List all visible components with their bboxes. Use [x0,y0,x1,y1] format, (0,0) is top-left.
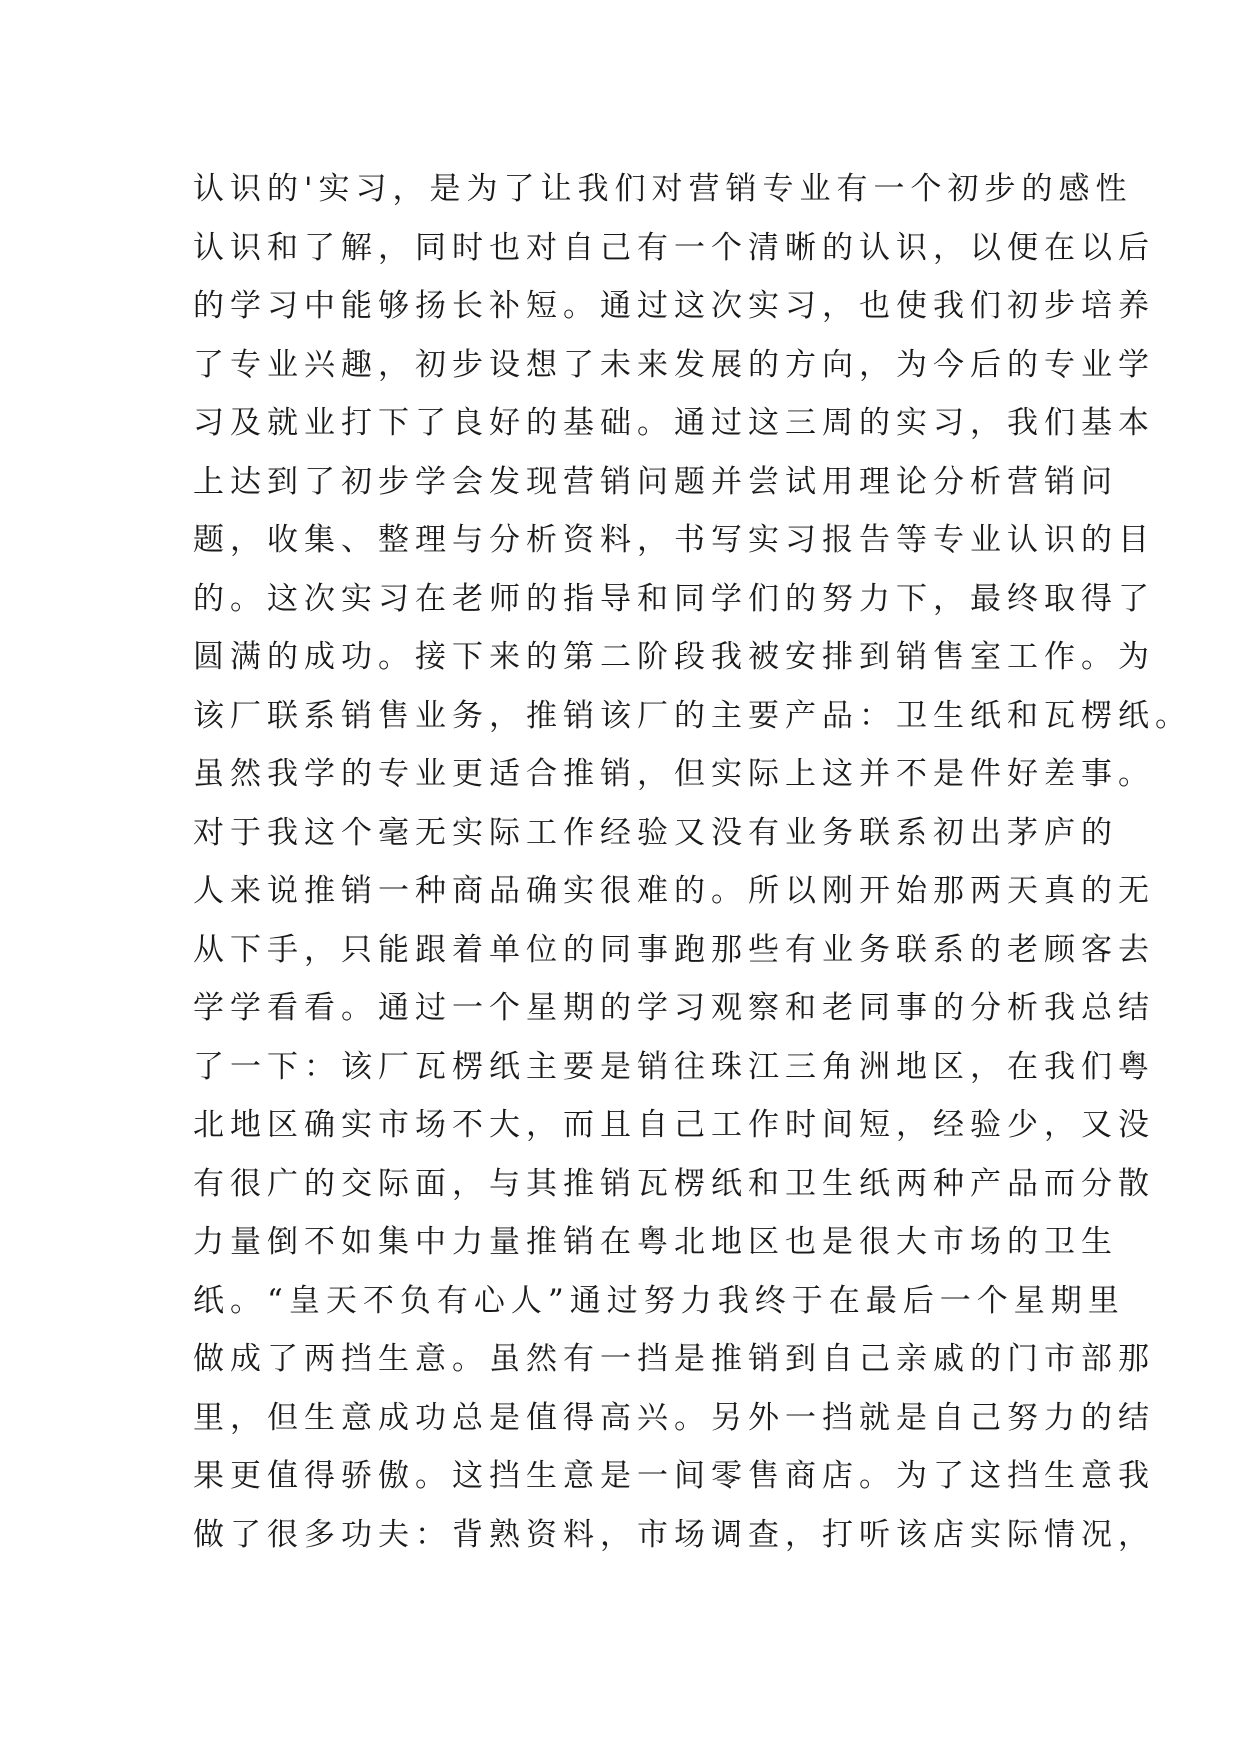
body-text [193,160,1192,1564]
text-line: 了专业兴趣，初步设想了未来发展的方向，为今后的专业学 [193,346,1155,383]
text-line: 上达到了初步学会发现营销问题并尝试用理论分析营销问 [193,463,1118,500]
text-line: 北地区确实市场不大，而且自己工作时间短，经验少，又没 [193,1107,1155,1143]
text-line: 果更值得骄傲。这挡生意是一间零售商店。为了这挡生意我 [193,1458,1155,1494]
text-line: 力量倒不如集中力量推销在粤北地区也是很大市场的卫生 [193,1224,1118,1260]
text-line: 该厂联系销售业务，推销该厂的主要产品：卫生纸和瓦楞纸。 [193,697,1192,734]
text-line: 做了很多功夫：背熟资料，市场调查，打听该店实际情况， [193,1516,1155,1553]
text-line: 的学习中能够扬长补短。通过这次实习，也使我们初步培养 [193,288,1155,324]
text-line: 有很广的交际面，与其推销瓦楞纸和卫生纸两种产品而分散 [193,1165,1155,1202]
text-line: 了一下：该厂瓦楞纸主要是销往珠江三角洲地区，在我们粤 [193,1048,1155,1085]
text-line: 对于我这个毫无实际工作经验又没有业务联系初出茅庐的 [193,814,1118,851]
text-line: 题，收集、整理与分析资料，书写实习报告等专业认识的目 [193,522,1155,558]
text-line: 认识的'实习，是为了让我们对营销专业有一个初步的感性 [193,171,1133,207]
text-line: 从下手，只能跟着单位的同事跑那些有业务联系的老顾客去 [193,931,1155,968]
text-line: 里，但生意成功总是值得高兴。另外一挡就是自己努力的结 [193,1399,1155,1436]
text-line: 认识和了解，同时也对自己有一个清晰的认识，以便在以后 [193,229,1155,266]
text-line: 人来说推销一种商品确实很难的。所以刚开始那两天真的无 [193,873,1155,909]
text-line: 纸。“皇天不负有心人”通过努力我终于在最后一个星期里 [193,1282,1125,1319]
text-line: 做成了两挡生意。虽然有一挡是推销到自己亲戚的门市部那 [193,1341,1155,1377]
text-line: 圆满的成功。接下来的第二阶段我被安排到销售室工作。为 [193,639,1155,675]
text-line: 学学看看。通过一个星期的学习观察和老同事的分析我总结 [193,990,1155,1026]
text-line: 习及就业打下了良好的基础。通过这三周的实习，我们基本 [193,405,1155,441]
text-line: 的。这次实习在老师的指导和同学们的努力下，最终取得了 [193,580,1155,617]
text-line: 虽然我学的专业更适合推销，但实际上这并不是件好差事。 [193,756,1155,792]
